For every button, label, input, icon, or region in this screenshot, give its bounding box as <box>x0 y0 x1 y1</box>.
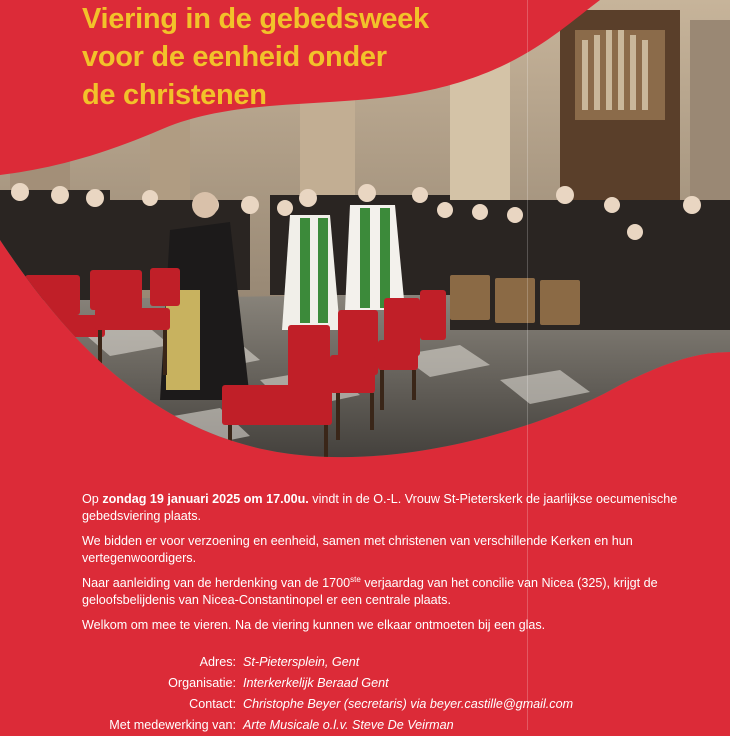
paragraph-nicea <box>82 575 682 609</box>
detail-label: Adres: <box>199 655 236 669</box>
detail-label: Met medewerking van: <box>109 718 236 732</box>
detail-value: Arte Musicale o.l.v. Steve De Veirman <box>243 718 454 732</box>
detail-label: Contact: <box>189 697 236 711</box>
paragraph-text: verjaardag van het concilie van Nicea (325), krijgt de geloofsbelijdenis van Nicea-Constantinopel er een centrale plaats. <box>82 576 658 607</box>
details-table <box>0 652 730 736</box>
title-line: Viering in de gebedsweek <box>82 3 429 35</box>
detail-value: St-Pietersplein, Gent <box>243 655 360 669</box>
ordinal-suffix: ste <box>350 574 361 584</box>
title-line: voor de eenheid onder <box>82 41 387 73</box>
contact-value[interactable]: Christophe Beyer (secretaris) via beyer.castille@gmail.com <box>243 697 574 711</box>
paragraph-prayer: We bidden er voor verzoening en eenheid, samen met christenen van verschillende Kerken en hun vertegenwoordigers. <box>82 534 633 565</box>
paragraph-text: vindt in de O.-L. Vrouw St-Pieterskerk de jaarlijkse oecumenische gebedsviering plaats. <box>82 492 678 523</box>
detail-label: Organisatie: <box>168 676 236 690</box>
detail-row <box>0 673 730 694</box>
detail-value: Interkerkelijk Beraad Gent <box>243 676 389 690</box>
paragraph-text: Op <box>82 492 103 506</box>
detail-row <box>0 652 730 673</box>
event-date: zondag 19 januari 2025 om 17.00u. <box>102 492 309 506</box>
body-text <box>82 491 682 642</box>
title-line: de christenen <box>82 79 267 111</box>
paragraph-welcome: Welkom om mee te vieren. Na de viering kunnen we elkaar ontmoeten bij een glas. <box>82 618 546 632</box>
page-title <box>82 0 462 114</box>
paragraph-text: Naar aanleiding van de herdenking van de 1700 <box>82 576 351 590</box>
detail-row <box>0 694 730 715</box>
paragraph-date <box>82 491 682 525</box>
detail-row <box>0 715 730 736</box>
